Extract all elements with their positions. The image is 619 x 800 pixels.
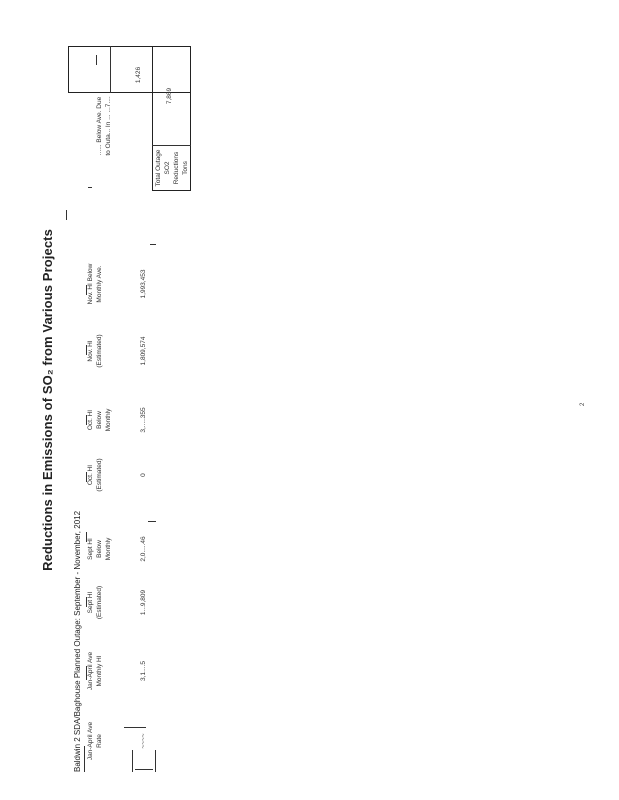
cell-sept-hi-below-monthly: 2,0.....46 [140, 536, 147, 562]
side-table-value: 1,426 [135, 66, 142, 84]
header-rule [86, 472, 87, 482]
cell-oct-hi-below-monthly: 3,.....355 [140, 407, 147, 433]
header-rule [86, 666, 87, 680]
column-header-oct-hi-below-monthly: Oct. HI Below Monthly [87, 408, 112, 432]
column-header-oct-hi-estimated: Oct. HI (Estimated) [87, 458, 103, 492]
cell-nov-hi-below-monthly: 1,993,453 [140, 269, 147, 299]
rule-mark [88, 187, 92, 188]
row-rule [132, 750, 133, 772]
header-rule [86, 285, 87, 295]
total-outage-header: Total Outage SO2 Reductions Tons [155, 149, 189, 187]
cell-border [124, 727, 146, 728]
total-box-divider [152, 145, 191, 146]
header-rule [86, 415, 87, 425]
cell-jan-april-ave-rate: ~~~~ [140, 733, 147, 749]
column-header-jan-april-monthly-hi: Jan-April Ave Monthly HI [87, 651, 103, 691]
rule-mark [150, 244, 156, 245]
column-header-nov-hi-below-monthly: Nov. HI Below Monthly Ave. [87, 263, 103, 305]
cell-sept-hi-estimated: 1...9,809 [140, 589, 147, 616]
cell-jan-april-monthly-hi: 3,1....5 [140, 661, 147, 681]
rule-mark [66, 210, 67, 220]
cell-border [135, 769, 153, 770]
rule-mark [148, 521, 156, 522]
total-outage-value: 7,869 [166, 87, 173, 105]
side-table-header: ...... Below Ave. Due to Outa... In ... ...7.... [96, 96, 112, 156]
page-number: 2 [580, 402, 586, 406]
page-title: Reductions in Emissions of SO₂ from Various Projects [40, 229, 55, 571]
header-rule [86, 597, 87, 607]
cell-nov-hi-estimated: 1,809,574 [140, 336, 147, 366]
column-header-sept-hi-estimated: Sept HI (Estimated) [87, 585, 103, 620]
row-rule [155, 750, 156, 772]
header-rule [86, 345, 87, 355]
column-header-nov-hi-estimated: Nov. HI (Estimated) [87, 334, 103, 368]
table-top-border [84, 746, 85, 772]
total-box-divider [110, 46, 111, 93]
column-header-sept-hi-below-monthly: Sept HI Below Monthly [87, 537, 112, 561]
column-header-jan-april-ave-rate: Jan-April Ave Rate [87, 721, 103, 761]
table-subtitle: Baldwin 2 SDA/Baghouse Planned Outage: September - November, 2012 [73, 510, 82, 772]
cell-oct-hi-estimated: 0 [140, 473, 147, 477]
header-rule [86, 532, 87, 542]
